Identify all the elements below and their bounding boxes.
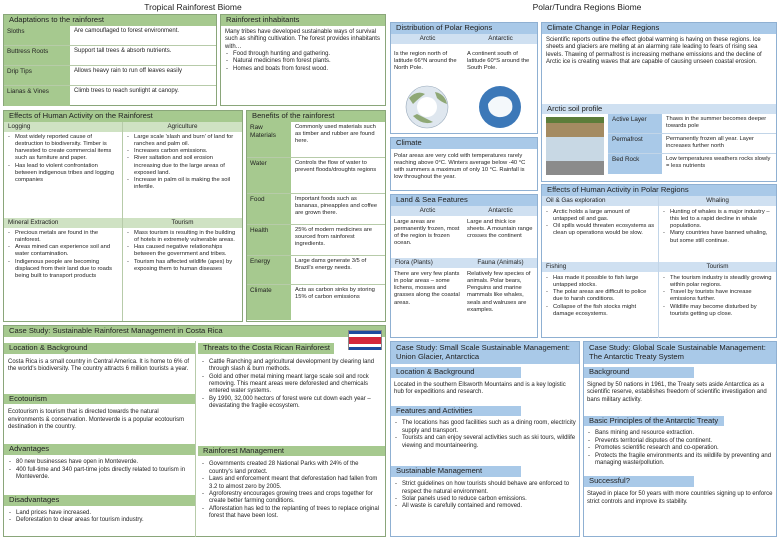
list-item: - By 1990, 32,000 hectors of forest were cut down each year – devastating the fragile ecosystem. [201,396,382,411]
soil-name: Bed Rock [608,154,662,174]
benefit-row [247,256,385,285]
list-item: - The locations has good facilities such as a dining room, electricity supply and transport. [394,420,576,435]
benefit-name: Health [247,225,291,255]
list-item: - Oil spills would threaten ecosystems as clean up operations would be slow. [545,223,655,237]
list-item: - Prevents territorial disputes of the continent. [587,438,773,445]
soil-row [608,154,776,174]
treaty-principles-header: Basic Principles of the Antarctic Treaty [584,416,724,427]
costa-rica-left [4,341,196,537]
left-title: Tropical Rainforest Biome [144,2,242,12]
adaptation-name: Drip Tips [4,66,70,85]
adaptations-panel [3,14,217,106]
land-antarctic-label: Antarctic [464,206,537,216]
list-item: - Natural medicines from forest plants. [225,58,381,65]
land-sea-header: Land & Sea Features [391,195,537,206]
benefit-text: Controls the flow of water to prevent floods/droughts regions [295,159,377,173]
fauna-text: Relatively few species of animals. Polar bears, Penguins and marine mammals like whales, seals and walruses are examples. [467,270,531,313]
list-item: - Solar panels used to reduce carbon emissions. [394,496,576,503]
whaling-title: Whaling [659,196,776,206]
land-arctic-text: Large areas are permanently frozen, most of the region is frozen ocean. [394,218,460,247]
list-item: - Travel by tourists have increase emissions further. [662,289,773,303]
union-glacier-header: Case Study: Small Scale Sustainable Management: Union Glacier, Antarctica [391,342,579,364]
tourism-title: Tourism [123,218,242,228]
list-item: - Agroforestry encourages growing trees and crops together for create better farming conditions. [201,491,382,506]
effects-panel [3,110,243,322]
benefit-row [247,285,385,320]
ug-sustain-list [391,477,579,515]
climate-change-header: Climate Change in Polar Regions [542,23,776,34]
list-item: - Has lead to violent confrontation between indigenous tribes and logging companies [7,163,119,185]
flora-fauna-labels [391,258,537,268]
fishing-list [542,272,658,321]
distribution-header: Distribution of Polar Regions [391,23,537,34]
soil-text: Thaws in the summer becomes deeper towards pole [666,116,767,130]
treaty-header: Case Study: Global Scale Sustainable Management: The Antarctic Treaty System [584,342,776,364]
benefit-row [247,225,385,256]
arctic-map-icon [399,84,455,130]
list-item: - Food through hunting and gathering. [225,51,381,58]
list-item: - Large scale 'slash and burn' of land for ranches and palm oil. [126,134,239,148]
list-item: - Many countries have banned whaling, but some still continue. [662,230,773,244]
benefit-text: Important foods such as bananas, pineapples and coffee are grown there. [295,195,378,217]
adaptation-row [4,46,216,66]
benefit-row [247,122,385,158]
benefit-name: Climate [247,285,291,320]
list-item: - Tourism has affected wildlife (apes) by exposing them to human diseases [126,259,239,273]
antarctic-text: A continent south of latitude 60°S around the South Pole. [467,50,530,72]
adaptation-text: Support tall trees & absorb nutrients. [74,47,172,54]
list-item: - Strict guidelines on how tourists should behave are enforced to respect the natural environment. [394,481,576,496]
fishing-block [542,262,659,338]
benefits-panel [246,110,386,322]
cr-advantages-header: Advantages [4,444,195,455]
distribution-cols [391,34,537,135]
arctic-text: Is the region north of latitude 66°N around the North Pole. [394,50,457,72]
climate-header: Climate [391,138,537,149]
list-item: - Hunting of whales is a major industry – this led to a rapid decline in whale populations. [662,209,773,231]
ug-features-header: Features and Activities [391,406,521,417]
climate-text: Polar areas are very cold with temperatures rarely reaching above 0°C. Winters average below -40 °C with summers a maximum of only 10 °C. Rainfall is low throughout the year. [394,152,526,181]
effects-row-bottom [4,218,242,321]
cr-advantages-list [4,455,195,495]
arctic-col [391,34,464,135]
list-item: - Indigenous people are becoming displaced from their land due to roads being built to transport products [7,259,119,281]
list-item: - Cattle Ranching and agricultural development by clearing land through slash & burn methods. [201,359,382,374]
cr-ecotourism-header: Ecotourism [4,394,195,405]
oil-list [542,206,658,241]
benefit-name: Raw Materials [247,122,291,157]
tourism-block [123,218,242,321]
list-item: - Governments created 28 National Parks with 24% of the country's land protect. [201,461,382,476]
treaty-success-header: Successful? [584,476,694,487]
climate-panel [390,137,538,191]
whaling-list [659,206,776,248]
soil-profile-header: Arctic soil profile [542,104,776,115]
list-item: - Arctic holds a large amount of untapped oil and gas. [545,209,655,223]
mineral-block [4,218,123,321]
list-item: - Bans mining and resource extraction. [587,430,773,437]
costa-rica-panel [3,325,386,537]
inhabitants-header: Rainforest inhabitants [221,15,385,26]
list-item: - Land prices have increased. [8,510,191,517]
list-item: - Has caused negative relationships between the government and tribes. [126,244,239,258]
ug-location-header: Location & Background [391,367,521,378]
treaty-background-text: Signed by 50 nations in 1961, the Treaty sets aside Antarctica as a scientific reserve, establishes freedom of scientific investigation and bans military activity. [587,381,767,403]
benefit-text: 25% of modern medicines are sourced from rainforest ingredients. [295,226,373,248]
treaty-background-header: Background [584,367,694,378]
inhabitants-list [221,51,385,73]
flora-fauna-texts [391,268,537,317]
treaty-panel [583,341,777,537]
logging-title: Logging [4,122,122,132]
land-sea-panel [390,194,538,338]
benefit-row [247,194,385,225]
antarctica-map-icon [472,84,528,130]
list-item: - Precious metals are found in the rainforest. [7,230,119,244]
list-item: - Protects the fragile environments and its wildlife by preventing and managing waste/pollution. [587,453,773,468]
ug-location-text: Located in the southern Ellsworth Mountains and is a key logistic hub for expeditions and research. [394,381,566,396]
cr-ecotourism-text: Ecotourism is tourism that is directed towards the natural environments & conservation. Monteverde is a popular ecotourism destination in the country. [8,409,185,431]
list-item: - Tourists and can enjoy several activities such as ski tours, wildlife viewing and mountaineering. [394,435,576,450]
adaptations-header: Adaptations to the rainforest [4,15,216,26]
list-item: - All waste is carefully contained and removed. [394,503,576,510]
land-sea-labels [391,206,537,216]
tourism-list [123,228,242,275]
list-item: - The tourism industry is steadily growing within polar regions. [662,275,773,289]
ug-sustain-header: Sustainable Management [391,466,521,477]
soil-name: Permafrost [608,134,662,153]
agriculture-block [123,122,242,218]
list-item: - Promotes scientific research and co-operation. [587,445,773,452]
soil-rows [604,114,776,177]
cr-management-header: Rainforest Management [198,446,385,457]
adaptation-text: Climb trees to reach sunlight at canopy. [74,87,179,94]
land-arctic-label: Arctic [391,206,464,216]
whaling-block [659,196,776,262]
benefit-name: Water [247,158,291,193]
polar-effects-header: Effects of Human Activity in Polar Regions [542,185,776,196]
antarctic-label: Antarctic [464,34,537,44]
list-item: - Increases carbon emissions. [126,148,239,155]
ug-features-list [391,416,579,466]
oil-title: Oil & Gas exploration [542,196,658,206]
fishing-title: Fishing [542,262,658,272]
fauna-label: Fauna (Animals) [464,258,537,268]
list-item: - 80 new businesses have open in Monteverde. [8,459,191,466]
benefit-text: Commonly used materials such as timber and rubber are found here. [295,123,376,145]
list-item: - Homes and boats from forest wood. [225,66,381,73]
polar-effects-panel [541,184,777,338]
logging-list [4,132,122,186]
benefit-text: Large dams generate 3/5 of Brazil's energy needs. [295,257,367,271]
agriculture-list [123,132,242,194]
climate-change-panel [541,22,777,182]
logging-block [4,122,123,218]
cr-management-list [198,456,385,525]
list-item: - Most widely reported cause of destruction to biodiversity. Timber is harvested to create commercial items such as furniture and paper. [7,134,119,163]
list-item: - Wildlife may become disturbed by tourists getting up close. [662,304,773,318]
benefit-name: Energy [247,256,291,284]
right-title: Polar/Tundra Regions Biome [532,2,642,12]
benefit-text: Acts as carbon sinks by storing 15% of carbon emissions [295,286,375,300]
cr-disadvantages-header: Disadvantages [4,495,195,506]
polar-tourism-title: Tourism [659,262,776,272]
list-item: - Afforestation has led to the replanting of trees to replace original forest that have been lost. [201,506,382,521]
soil-row [608,114,776,134]
soil-text: Permanently frozen all year. Layer increases further north [666,136,754,150]
list-item: - Areas mined can experience soil and water contamination. [7,244,119,258]
effects-row-top [4,122,242,218]
antarctic-col [464,34,537,135]
list-item: - The polar areas are difficult to police due to harsh conditions. [545,289,655,303]
adaptation-text: Are camouflaged to forest environment. [74,27,180,34]
treaty-success-text: Stayed in place for 50 years with more countries signing up to enforce strict controls and improve its stability. [587,491,773,505]
soil-row [608,134,776,154]
list-item: - Mass tourism is resulting in the building of hotels in extremely vulnerable areas. [126,230,239,244]
mineral-list [4,228,122,282]
cr-location-text: Costa Rica is a small country in Central America. It is home to 6% of the world's biodiversity. The country attracts 6 million tourists a year. [8,358,190,373]
effects-header: Effects of Human Activity on the Rainforest [4,111,242,122]
list-item: - Deforestation to clear areas for tourism industry. [8,517,191,524]
adaptation-row [4,66,216,86]
flora-text: There are very few plants in polar areas – some lichens, mosses and grasses along the coastal areas. [394,270,460,306]
costa-rica-right [198,341,385,537]
soil-name: Active Layer [608,114,662,133]
cr-threats-header: Threats to the Costa Rican Rainforest [198,343,334,354]
benefits-header: Benefits of the rainforest [247,111,385,122]
list-item: - Gold and other metal mining meant large scale soil and rock removing. This meant areas were deforested and chemicals entered water systems. [201,374,382,396]
polar-effects-top [542,196,776,262]
polar-tourism-block [659,262,776,338]
soil-text: Low temperatures weathers rocks slowly = less nutrients [666,156,771,170]
list-item: - 400 full-time and 340 part-time jobs directly related to tourism in Monteverde. [8,467,191,482]
agriculture-title: Agriculture [123,122,242,132]
costa-rica-header: Case Study: Sustainable Rainforest Management in Costa Rica [4,326,385,337]
distribution-panel [390,22,538,134]
adaptation-text: Allows heavy rain to run off leaves easily [74,67,182,74]
inhabitants-panel [220,14,386,106]
land-antarctic-text: Large and thick ice sheets. A mountain range crosses the continent [467,218,533,240]
adaptation-name: Buttress Roots [4,46,70,65]
soil-diagram-icon [546,117,604,177]
list-item: - Collapse of the fish stocks might damage ecosystems. [545,304,655,318]
soil-profile [542,114,776,177]
adaptation-name: Sloths [4,26,70,45]
cr-location-header: Location & Background [4,343,195,354]
mineral-title: Mineral Extraction [4,218,122,228]
treaty-principles-list [584,426,776,476]
list-item: - Has made it possible to fish large untapped stocks. [545,275,655,289]
benefit-name: Food [247,194,291,224]
list-item: - Increase in palm oil is making the soil infertile. [126,177,239,191]
adaptation-name: Lianas & Vines [4,86,70,106]
adaptation-row [4,26,216,46]
list-item: - River saltation and soil erosion increasing due to the large areas of exposed land. [126,155,239,177]
union-glacier-panel [390,341,580,537]
polar-effects-bottom [542,262,776,338]
arctic-label: Arctic [391,34,464,44]
benefit-row [247,158,385,194]
oil-block [542,196,659,262]
flora-label: Flora (Plants) [391,258,464,268]
list-item: - Laws and enforcement meant that deforestation had fallen from 3.2 to almost zero by 2005. [201,476,382,491]
polar-tourism-list [659,272,776,321]
inhabitants-text: Many tribes have developed sustainable ways of survival such as shifting cultivation. The forest provides inhabitants with… [225,28,380,50]
climate-change-text: Scientific reports outline the effect global warming is having on these regions. Ice sheets and glaciers are melting at an alarming rate leading to fears of rising sea levels. Thawing of permafrost is increasing methane emissions and the decline of Arctic ice is creating waves that are capable of causing unseen coastal erosion. [546,36,762,65]
cr-threats-list [198,354,385,446]
land-sea-texts [391,216,537,258]
cr-disadvantages-list [4,506,195,529]
adaptation-row [4,86,216,106]
